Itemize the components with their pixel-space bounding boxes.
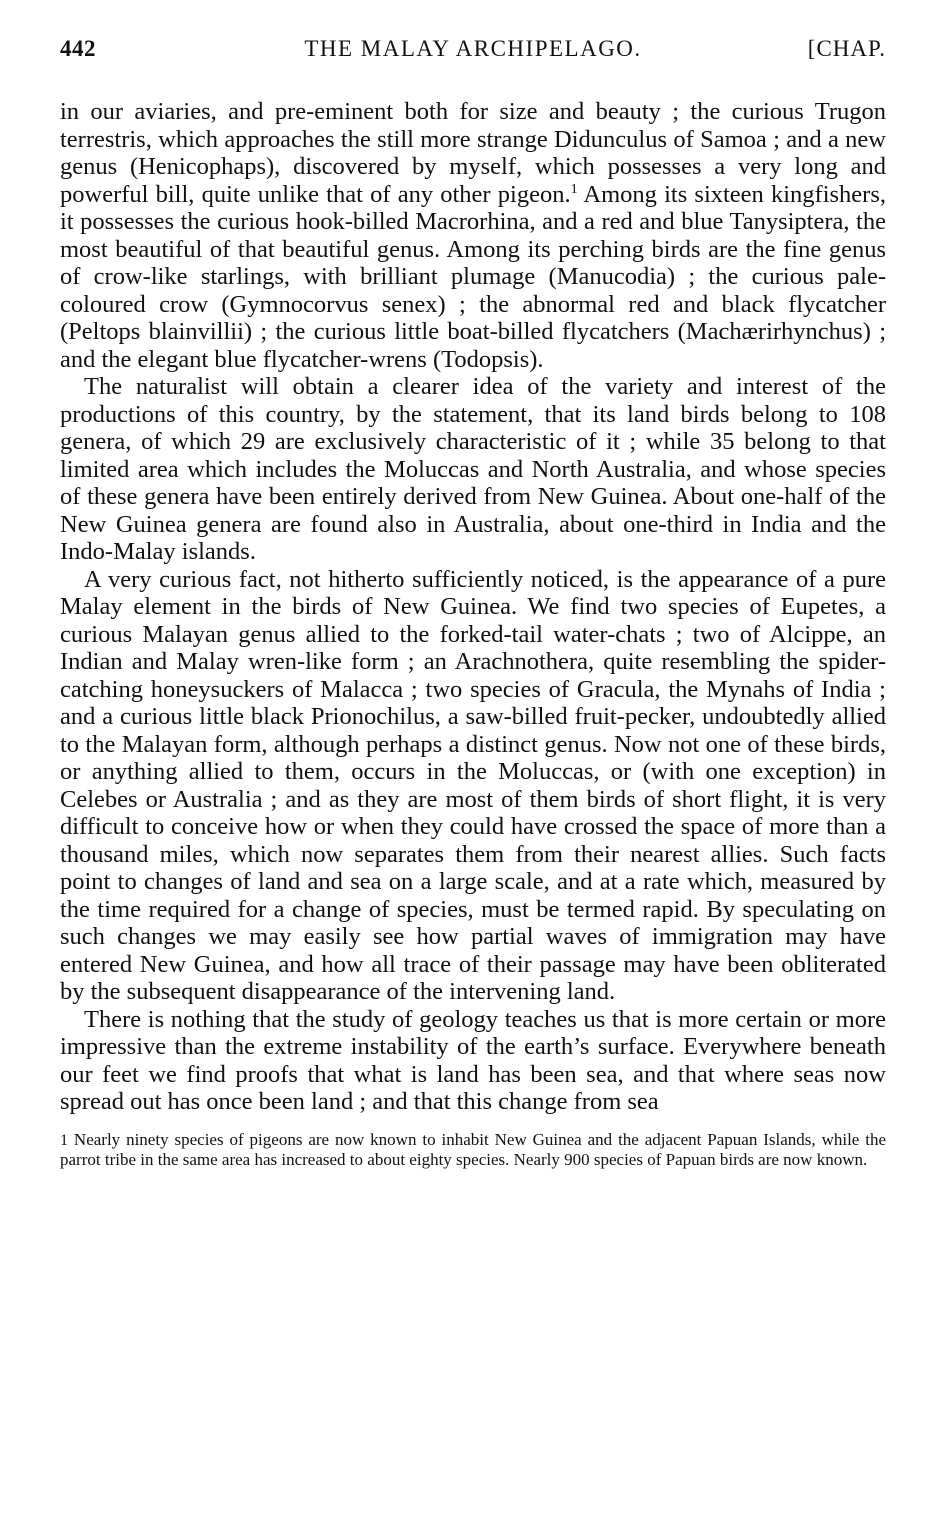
running-title: THE MALAY ARCHIPELAGO. bbox=[304, 36, 642, 61]
book-page bbox=[60, 36, 886, 1169]
paragraph-1 bbox=[60, 98, 886, 373]
footnote-reference: 1 bbox=[570, 181, 578, 197]
page-number: 442 bbox=[60, 36, 96, 61]
paragraph-1-text-b: Among its sixteen kingfishers, it possesses the curious hook-billed Macrorhina, and a red and blue Tanysiptera, the most beautiful of that beautiful genus. Among its perching birds are the fine genus of crow-like starlings, with brilliant plumage (Manucodia) ; the curious pale-coloured crow (Gymnocorvus senex) ; the abnormal red and black flycatcher (Peltops blainvillii) ; the curious little boat-billed flycatchers (Machærirhynchus) ; and the elegant blue flycatcher-wrens (Todopsis). bbox=[60, 180, 886, 373]
footnote bbox=[60, 1130, 886, 1169]
paragraph-2: The naturalist will obtain a clearer idea of the variety and interest of the productions of this country, by the statement, that its land birds belong to 108 genera, of which 29 are exclusively characteristic of it ; while 35 belong to that limited area which includes the Moluccas and North Australia, and whose species of these genera have been entirely derived from New Guinea. About one-half of the New Guinea genera are found also in Australia, about one-third in India and the Indo-Malay islands. bbox=[60, 373, 886, 565]
paragraph-3: A very curious fact, not hitherto sufficiently noticed, is the appearance of a pure Malay element in the birds of New Guinea. We find two species of Eupetes, a curious Malayan genus allied to the forked-tail water-chats ; two of Alcippe, an Indian and Malay wren-like form ; an Arachnothera, quite resembling the spider-catching honeysuckers of Malacca ; two species of Gracula, the Mynahs of India ; and a curious little black Prionochilus, a saw-billed fruit-pecker, undoubtedly allied to the Malayan form, although perhaps a distinct genus. Now not one of these birds, or anything allied to them, occurs in the Moluccas, or (with one exception) in Celebes or Australia ; and as they are most of them birds of short flight, it is very difficult to conceive how or when they could have crossed the space of more than a thousand miles, which now separates them from their nearest allies. Such facts point to changes of land and sea on a large scale, and at a rate which, measured by the time required for a change of species, must be termed rapid. By speculating on such changes we may easily see how partial waves of immigration may have entered New Guinea, and how all trace of their passage may have been obliterated by the subsequent disappearance of the intervening land. bbox=[60, 565, 886, 1005]
page-header bbox=[60, 36, 886, 76]
footnote-text: Nearly ninety species of pigeons are now known to inhabit New Guinea and the adjacent Papuan Islands, while the parrot tribe in the same area has increased to about eighty species. Nearly 900 species of Papuan birds are now known. bbox=[60, 1129, 887, 1169]
chapter-mark: [CHAP. bbox=[807, 36, 886, 61]
paragraph-4: There is nothing that the study of geology teaches us that is more certain or more impressive than the extreme instability of the earth’s surface. Everywhere beneath our feet we find proofs that what is land has been sea, and that where seas now spread out has once been land ; and that this change from sea bbox=[60, 1005, 886, 1115]
footnote-number: 1 bbox=[60, 1131, 68, 1149]
body-text bbox=[60, 98, 886, 1116]
paragraph-1-text-a: in our aviaries, and pre-eminent both for size and beauty ; the curious Trugon terrestris, which approaches the still more strange Didunculus of Samoa ; and a new genus (Henicophaps), discovered by myself, which possesses a very long and powerful bill, quite unlike that of any other pigeon. bbox=[60, 98, 886, 208]
